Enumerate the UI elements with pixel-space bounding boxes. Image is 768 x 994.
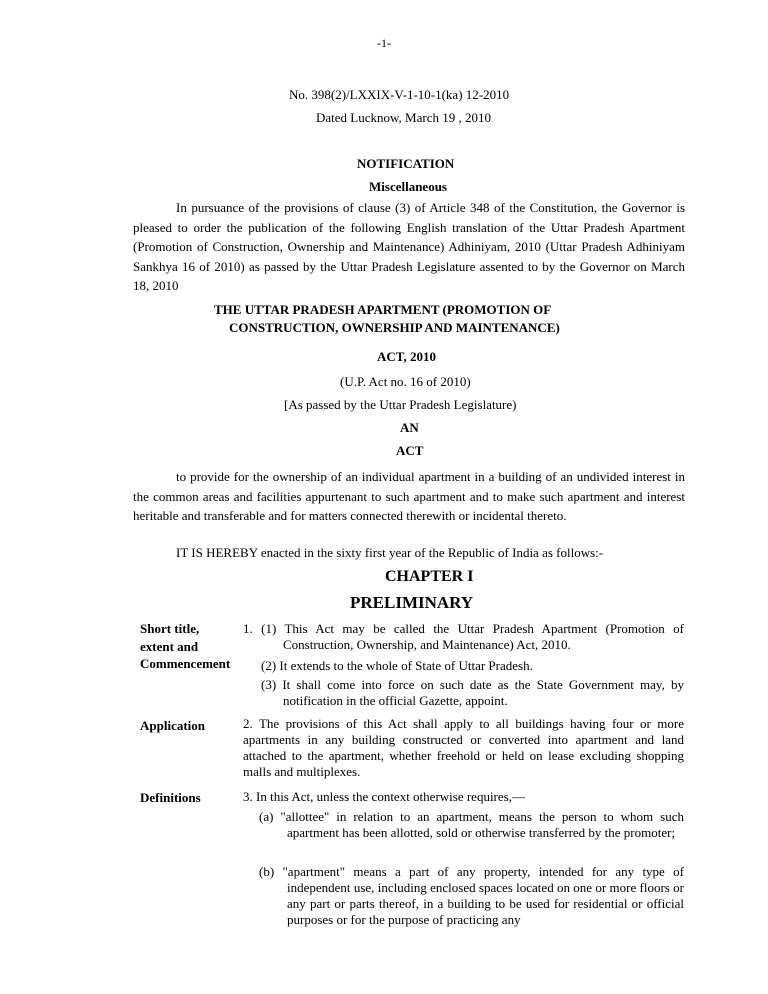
an-heading: AN	[400, 420, 419, 435]
intro-paragraph: In pursuance of the provisions of clause (3) of Article 348 of the Constitution, the Governor is pleased to order the publication of the following English translation of the Uttar Pradesh Apartment (Promotion of Construction, Ownership and Maintenance) Adhiniyam, 2010 (Uttar Pradesh Adhiniyam Sankhya 16 of 2010) as passed by the Uttar Pradesh Legislature assented to by the Governor on March 18, 2010	[133, 200, 685, 293]
section-3-intro: 3. In this Act, unless the context otherwise requires,—	[243, 789, 525, 804]
section-1-label-line-2: extent and	[140, 639, 199, 654]
act-title-line-1: THE UTTAR PRADESH APARTMENT (PROMOTION OF	[214, 302, 552, 317]
definition-a-allottee: (a) "allottee" in relation to an apartment, means the person to whom such apartment has been allotted, sold or otherwise transferred by the promoter;	[259, 809, 684, 840]
section-3-label: Definitions	[140, 790, 201, 805]
act-year: ACT, 2010	[377, 349, 436, 364]
page-number: -1-	[377, 36, 391, 50]
section-1-clause-2: (2) It extends to the whole of State of Uttar Pradesh.	[261, 658, 533, 673]
definition-b-apartment: (b) "apartment" means a part of any property, intended for any type of independent use, including enclosed spaces located on one or more floors or any part or parts thereof, in a building to be used for residential or official purposes or for the purpose of practicing any	[259, 864, 684, 927]
act-number: (U.P. Act no. 16 of 2010)	[340, 374, 471, 389]
act-heading: ACT	[396, 443, 424, 458]
section-1-clause-3: (3) It shall come into force on such date as the State Government may, by notification in the official Gazette, appoint.	[261, 677, 684, 708]
passed-by: [As passed by the Uttar Pradesh Legislature)	[284, 397, 517, 412]
notification-subtitle: Miscellaneous	[369, 179, 447, 194]
purpose-paragraph: to provide for the ownership of an individual apartment in a building of an undivided interest in the common areas and facilities appurtenant to such apartment and to make such apartment and interest heritable and transferable and for matters connected therewith or incidental thereto.	[133, 469, 685, 523]
notification-title: NOTIFICATION	[357, 156, 455, 171]
section-3	[140, 789, 684, 989]
section-1-label-line-3: Commencement	[140, 656, 231, 671]
chapter-number: CHAPTER I	[385, 568, 474, 585]
section-2-label: Application	[140, 718, 206, 733]
chapter-name: PRELIMINARY	[350, 593, 474, 612]
act-title-line-2: CONSTRUCTION, OWNERSHIP AND MAINTENANCE)	[229, 320, 560, 335]
notification-number: No. 398(2)/LXXIX-V-1-10-1(ka) 12-2010	[289, 87, 510, 102]
section-2	[140, 716, 684, 782]
enactment-clause: IT IS HEREBY enacted in the sixty first year of the Republic of India as follows:-	[176, 545, 604, 560]
section-1	[140, 621, 684, 713]
section-1-clause-1: 1. (1) This Act may be called the Uttar Pradesh Apartment (Promotion of Construction, Ownership, and Maintenance) Act, 2010.	[243, 621, 684, 652]
notification-date: Dated Lucknow, March 19 , 2010	[316, 110, 491, 125]
section-1-label-line-1: Short title,	[140, 621, 200, 636]
section-2-text: 2. The provisions of this Act shall apply to all buildings having four or more apartments in any building constructed or converted into apartment and land attached to the apartment, whether freehold or held on lease excluding shopping malls and multiplexes.	[243, 716, 684, 779]
